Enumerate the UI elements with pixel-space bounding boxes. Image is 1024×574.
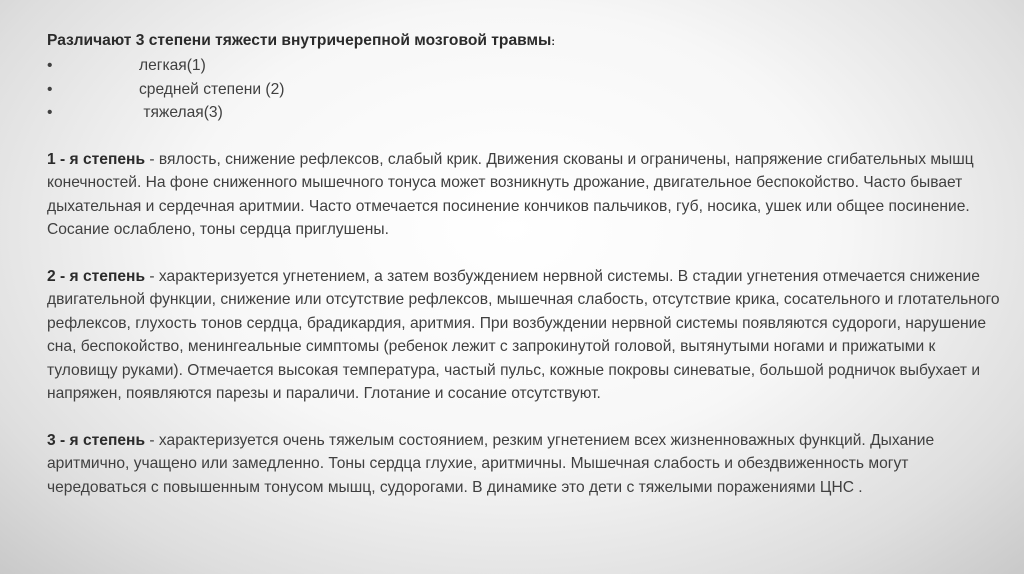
list-item-label: легкая(1)	[139, 57, 206, 75]
list-item-label: тяжелая(3)	[139, 104, 223, 122]
degree-3-paragraph	[47, 429, 1007, 499]
degree-1-title: 1 - я степень	[47, 151, 146, 169]
degree-2-title: 2 - я степень	[47, 268, 146, 286]
bullet-icon: •	[47, 104, 53, 122]
degree-2-paragraph	[47, 265, 1007, 405]
list-item	[47, 78, 1007, 101]
heading-text: Различают 3 степени тяжести внутричерепной мозговой травмы	[47, 32, 552, 49]
heading-colon: :	[551, 36, 556, 48]
slide-heading	[47, 29, 1007, 54]
slide-content	[47, 29, 1007, 499]
list-item	[47, 101, 1007, 124]
degree-3-title: 3 - я степень	[47, 431, 146, 449]
list-item	[47, 54, 1007, 77]
degree-1-paragraph	[47, 148, 1007, 242]
degree-1-text: - вялость, снижение рефлексов, слабый крик. Движения скованы и ограничены, напряжение сгибательных мышц конечностей. На фоне сниженного мышечного тонуса может возникнуть дрожание, двигательное беспокойство. Часто бывает дыхательная и сердечная аритмии. Часто отмечается посинение кончиков пальчиков, губ, носика, ушек или общее посинение. Сосание ослаблено, тоны сердца приглушены.	[47, 151, 974, 239]
degree-3-text: - характеризуется очень тяжелым состоянием, резким угнетением всех жизненноважных функций. Дыхание аритмично, учащено или замедленно. Тоны сердца глухие, аритмичны. Мышечная слабость и обездвиженность могут чередоваться с повышенным тонусом мышц, судорогами. В динамике это дети с тяжелыми поражениями ЦНС .	[47, 431, 935, 496]
degree-2-text: - характеризуется угнетением, а затем возбуждением нервной системы. В стадии угнетения отмечается снижение двигательной функции, снижение или отсутствие рефлексов, мышечная слабость, отсутствие крика, сосательного и глотательного рефлексов, глухость тонов сердца, брадикардия, аритмия. При возбуждении нервной системы появляются судороги, нарушение сна, беспокойство, менингеальные симптомы (ребенок лежит с запрокинутой головой, вытянутыми ногами и прижатыми к туловищу руками). Отмечается высокая температура, частый пульс, кожные покровы синеватые, большой родничок выбухает и напряжен, появляются парезы и параличи. Глотание и сосание отсутствуют.	[47, 268, 1000, 403]
bullet-icon: •	[47, 57, 53, 75]
list-item-label: средней степени (2)	[139, 80, 285, 98]
bullet-icon: •	[47, 80, 53, 98]
severity-list	[47, 54, 1007, 124]
